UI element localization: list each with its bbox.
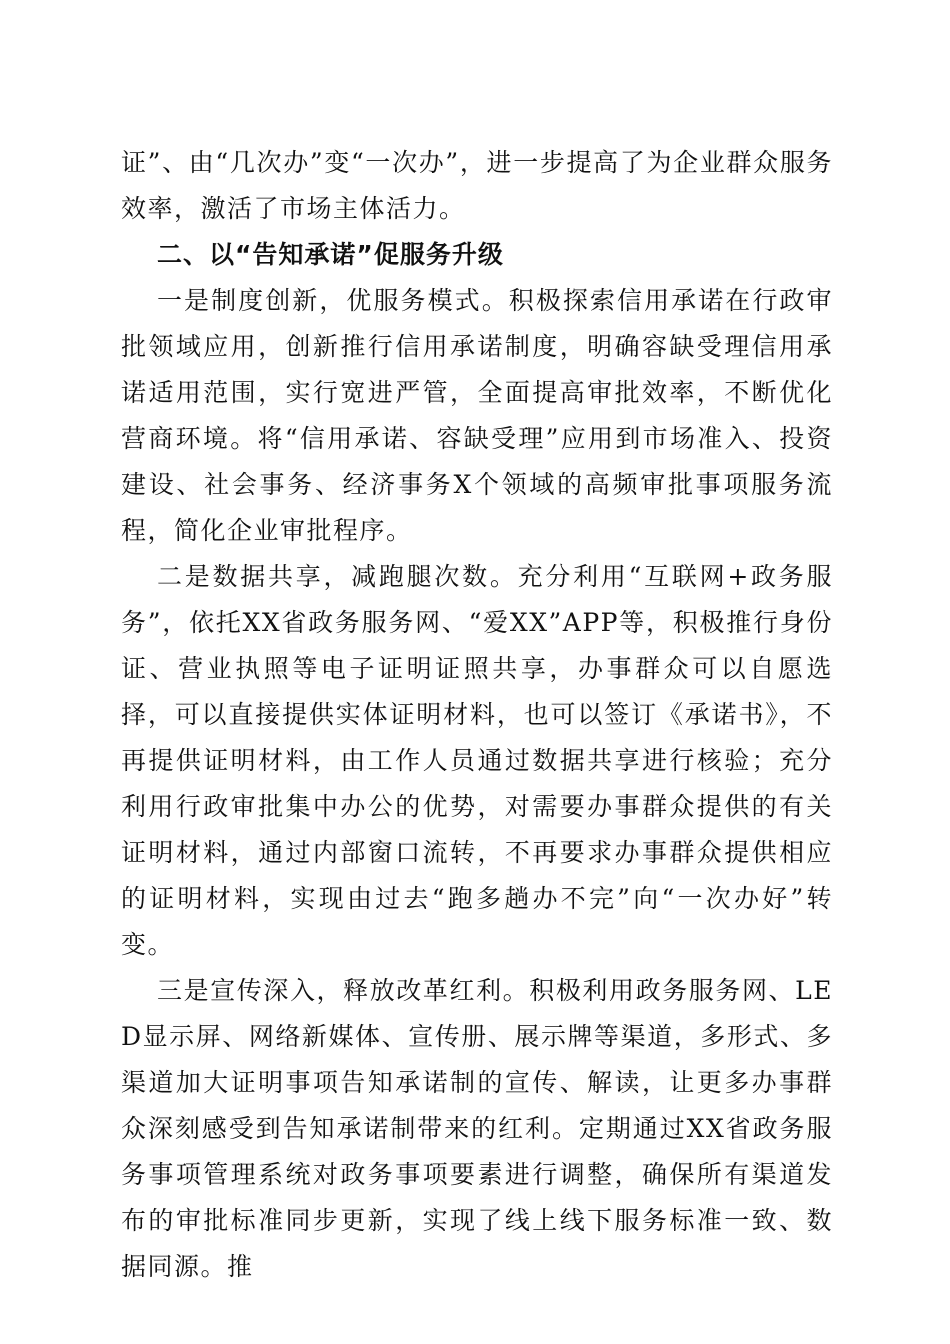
paragraph-2-body: 充分利用“互联网+政务服务”，依托XX省政务服务网、“爱XX”APP等，积极推行身份证、营业执照等电子证明证照共享，办事群众可以自愿选择，可以直接提供实体证明材料，也可以签订《承诺书》，不再提供证明材料，由工作人员通过数据共享进行核验；充分利用行政审批集中办公的优势，对需要办事群众提供的有关证明材料，通过内部窗口流转，不再要求办事群众提供相应的证明材料，实现由过去“跑多趟办不完”向“一次办好”转变。 <box>121 562 833 959</box>
continuation-paragraph <box>121 140 833 232</box>
paragraph-2-lead: 二是数据共享，减跑腿次数。 <box>157 562 518 591</box>
paragraph-1 <box>121 278 833 554</box>
paragraph-1-lead: 一是制度创新，优服务模式。 <box>157 286 509 315</box>
paragraph-2 <box>121 554 833 968</box>
continuation-text: 证”、由“几次办”变“一次办”，进一步提高了为企业群众服务效率，激活了市场主体活力。 <box>121 148 833 223</box>
section-heading: 二、以“告知承诺”促服务升级 <box>157 240 504 269</box>
document-body <box>121 140 833 1290</box>
paragraph-3-body: 积极利用政务服务网、LED显示屏、网络新媒体、宣传册、展示牌等渠道，多形式、多渠道加大证明事项告知承诺制的宣传、解读，让更多办事群众深刻感受到告知承诺制带来的红利。定期通过XX省政务服务事项管理系统对政务事项要素进行调整，确保所有渠道发布的审批标准同步更新，实现了线上线下服务标准一致、数据同源。推 <box>121 976 833 1281</box>
paragraph-1-body: 积极探索信用承诺在行政审批领域应用，创新推行信用承诺制度，明确容缺受理信用承诺适用范围，实行宽进严管，全面提高审批效率，不断优化营商环境。将“信用承诺、容缺受理”应用到市场准入、投资建设、社会事务、经济事务X个领域的高频审批事项服务流程，简化企业审批程序。 <box>121 286 833 545</box>
paragraph-3-lead: 三是宣传深入，释放改革红利。 <box>157 976 530 1005</box>
paragraph-3 <box>121 968 833 1290</box>
